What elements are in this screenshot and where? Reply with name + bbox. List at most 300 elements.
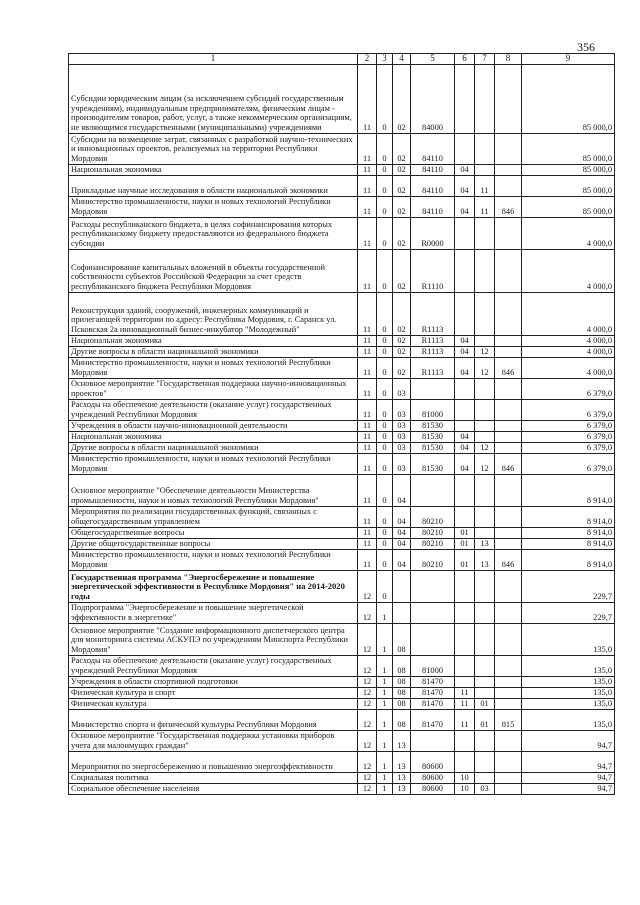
cell-code-7: 12 [475, 346, 495, 357]
cell-code-6: 11 [455, 687, 475, 698]
cell-code-8 [495, 335, 522, 346]
cell-code-7 [475, 431, 495, 442]
row-description: Мероприятия по реализации государственных функций, связанных с общегосударственным управлением [69, 506, 358, 527]
cell-code-2: 11 [358, 133, 377, 164]
row-description: Прикладные научные исследования в области национальной экономики [69, 175, 358, 196]
cell-code-8 [495, 133, 522, 164]
cell-code-3: 1 [377, 655, 393, 676]
cell-code-6 [455, 730, 475, 751]
cell-code-8 [495, 442, 522, 453]
cell-code-8 [495, 378, 522, 399]
cell-code-6 [455, 506, 475, 527]
row-amount: 135,0 [522, 655, 615, 676]
cell-code-5: 81470 [411, 709, 455, 730]
cell-code-6: 04 [455, 164, 475, 175]
cell-code-2: 12 [358, 655, 377, 676]
cell-code-7: 11 [475, 196, 495, 217]
cell-code-5: 84110 [411, 196, 455, 217]
table-row [69, 196, 615, 217]
cell-code-5: R1113 [411, 346, 455, 357]
cell-code-8 [495, 687, 522, 698]
cell-code-6: 01 [455, 538, 475, 549]
cell-code-7 [475, 399, 495, 420]
cell-code-7: 12 [475, 357, 495, 378]
table-row [69, 249, 615, 292]
cell-code-2: 12 [358, 709, 377, 730]
row-amount: 94,7 [522, 751, 615, 772]
cell-code-3: 0 [377, 164, 393, 175]
cell-code-2: 11 [358, 196, 377, 217]
cell-code-4: 13 [393, 772, 411, 783]
cell-code-8 [495, 783, 522, 794]
cell-code-6 [455, 751, 475, 772]
cell-code-8 [495, 676, 522, 687]
cell-code-2: 11 [358, 292, 377, 335]
cell-code-2: 11 [358, 346, 377, 357]
cell-code-7 [475, 335, 495, 346]
table-row [69, 217, 615, 249]
cell-code-3: 0 [377, 506, 393, 527]
table-row [69, 655, 615, 676]
cell-code-7 [475, 420, 495, 431]
cell-code-6: 04 [455, 335, 475, 346]
row-description: Социальное обеспечение населения [69, 783, 358, 794]
cell-code-2: 11 [358, 506, 377, 527]
cell-code-8 [495, 431, 522, 442]
cell-code-2: 11 [358, 420, 377, 431]
row-amount: 4 000,0 [522, 346, 615, 357]
cell-code-3: 0 [377, 538, 393, 549]
cell-code-6 [455, 570, 475, 602]
cell-code-7 [475, 249, 495, 292]
cell-code-6 [455, 378, 475, 399]
table-row [69, 687, 615, 698]
cell-code-5: R1113 [411, 357, 455, 378]
cell-code-7: 12 [475, 442, 495, 453]
cell-code-4: 02 [393, 217, 411, 249]
cell-code-6 [455, 602, 475, 623]
cell-code-5: 80210 [411, 549, 455, 570]
cell-code-2: 11 [358, 164, 377, 175]
cell-code-2: 11 [358, 249, 377, 292]
cell-code-7 [475, 570, 495, 602]
table-row [69, 549, 615, 570]
table-row [69, 175, 615, 196]
row-description: Основное мероприятие "Обеспечение деятельности Министерства промышленности, науки и новых технологий Республики Мордовия" [69, 474, 358, 506]
row-amount: 135,0 [522, 687, 615, 698]
table-row [69, 357, 615, 378]
table-row [69, 346, 615, 357]
cell-code-4: 08 [393, 655, 411, 676]
table-row [69, 730, 615, 751]
row-amount: 8 914,0 [522, 506, 615, 527]
cell-code-5: 81470 [411, 687, 455, 698]
cell-code-6 [455, 655, 475, 676]
row-description: Социальная политика [69, 772, 358, 783]
cell-code-7 [475, 378, 495, 399]
cell-code-4: 02 [393, 346, 411, 357]
cell-code-5: 80210 [411, 538, 455, 549]
cell-code-5: 80210 [411, 506, 455, 527]
cell-code-5: 81530 [411, 453, 455, 474]
cell-code-3: 0 [377, 196, 393, 217]
cell-code-5: R1113 [411, 292, 455, 335]
table-row [69, 133, 615, 164]
row-amount: 135,0 [522, 709, 615, 730]
cell-code-2: 11 [358, 453, 377, 474]
cell-code-4: 08 [393, 709, 411, 730]
table-row [69, 709, 615, 730]
row-amount: 8 914,0 [522, 538, 615, 549]
cell-code-5: 80210 [411, 527, 455, 538]
cell-code-8 [495, 164, 522, 175]
cell-code-4: 03 [393, 442, 411, 453]
row-description: Учреждения в области спортивной подготовки [69, 676, 358, 687]
cell-code-6 [455, 64, 475, 133]
cell-code-2: 11 [358, 399, 377, 420]
table-row [69, 570, 615, 602]
row-description: Министерство промышленности, науки и новых технологий Республики Мордовия [69, 549, 358, 570]
cell-code-5 [411, 623, 455, 655]
cell-code-3: 0 [377, 64, 393, 133]
row-amount: 6 379,0 [522, 399, 615, 420]
row-description: Субсидии на возмещение затрат, связанных с разработкой научно-технических и инновационных проектов, реализуемых на территории Республики Мордовия [69, 133, 358, 164]
table-row [69, 506, 615, 527]
cell-code-3: 0 [377, 549, 393, 570]
cell-code-8: 815 [495, 709, 522, 730]
cell-code-2: 12 [358, 570, 377, 602]
cell-code-6 [455, 676, 475, 687]
cell-code-2: 11 [358, 474, 377, 506]
cell-code-3: 1 [377, 783, 393, 794]
cell-code-3: 0 [377, 357, 393, 378]
cell-code-6: 11 [455, 698, 475, 709]
cell-code-6: 01 [455, 549, 475, 570]
cell-code-5: 81530 [411, 431, 455, 442]
cell-code-8 [495, 506, 522, 527]
cell-code-7 [475, 676, 495, 687]
row-amount: 135,0 [522, 676, 615, 687]
row-amount: 85 000,0 [522, 175, 615, 196]
cell-code-4: 03 [393, 453, 411, 474]
cell-code-4 [393, 570, 411, 602]
table-row [69, 474, 615, 506]
header-cell: 7 [475, 54, 495, 65]
cell-code-6: 04 [455, 196, 475, 217]
row-amount: 229,7 [522, 602, 615, 623]
cell-code-3: 0 [377, 217, 393, 249]
cell-code-4: 02 [393, 164, 411, 175]
cell-code-3: 1 [377, 709, 393, 730]
cell-code-8 [495, 217, 522, 249]
cell-code-7 [475, 655, 495, 676]
cell-code-2: 12 [358, 687, 377, 698]
table-row [69, 164, 615, 175]
cell-code-7 [475, 64, 495, 133]
cell-code-6: 04 [455, 453, 475, 474]
cell-code-7: 11 [475, 175, 495, 196]
table-row [69, 783, 615, 794]
cell-code-6 [455, 249, 475, 292]
cell-code-4: 02 [393, 64, 411, 133]
row-description: Расходы на обеспечение деятельности (оказание услуг) государственных учреждений Республики Мордовия [69, 399, 358, 420]
cell-code-8 [495, 399, 522, 420]
table-row [69, 420, 615, 431]
cell-code-2: 12 [358, 676, 377, 687]
table-row [69, 335, 615, 346]
cell-code-5: 81530 [411, 420, 455, 431]
cell-code-4: 02 [393, 196, 411, 217]
cell-code-5: 84110 [411, 175, 455, 196]
cell-code-8: 846 [495, 453, 522, 474]
cell-code-3: 0 [377, 292, 393, 335]
cell-code-7 [475, 133, 495, 164]
cell-code-8 [495, 698, 522, 709]
header-cell: 3 [377, 54, 393, 65]
cell-code-8: 846 [495, 357, 522, 378]
cell-code-7: 13 [475, 538, 495, 549]
cell-code-5: 81000 [411, 399, 455, 420]
cell-code-3: 0 [377, 474, 393, 506]
cell-code-8 [495, 655, 522, 676]
cell-code-6 [455, 474, 475, 506]
budget-table [68, 53, 615, 795]
cell-code-4: 04 [393, 474, 411, 506]
cell-code-4: 04 [393, 538, 411, 549]
cell-code-4: 08 [393, 687, 411, 698]
cell-code-3: 0 [377, 442, 393, 453]
cell-code-6 [455, 420, 475, 431]
header-cell: 1 [69, 54, 358, 65]
cell-code-7 [475, 474, 495, 506]
row-description: Основное мероприятие "Государственная поддержка научно-инновационных проектов" [69, 378, 358, 399]
cell-code-4: 03 [393, 399, 411, 420]
row-amount: 4 000,0 [522, 292, 615, 335]
cell-code-3: 0 [377, 378, 393, 399]
row-description: Субсидии юридическим лицам (за исключением субсидий государственным учреждениям), индивидуальным предпринимателям, физическим лицам - производителям товаров, работ, услуг, а также некоммерческим организациям, не являющимся государственными (муниципальными) учреждениями [69, 64, 358, 133]
cell-code-7: 03 [475, 783, 495, 794]
row-description: Министерство спорта и физической культуры Республики Мордовия [69, 709, 358, 730]
row-description: Подпрограмма "Энергосбережение и повышение энергетической эффективности в энергетике" [69, 602, 358, 623]
cell-code-6: 04 [455, 431, 475, 442]
cell-code-7: 01 [475, 709, 495, 730]
header-cell: 8 [495, 54, 522, 65]
row-amount: 6 379,0 [522, 442, 615, 453]
row-amount: 135,0 [522, 623, 615, 655]
cell-code-8 [495, 751, 522, 772]
cell-code-8 [495, 538, 522, 549]
cell-code-4: 04 [393, 506, 411, 527]
cell-code-2: 11 [358, 357, 377, 378]
cell-code-4: 04 [393, 549, 411, 570]
row-amount: 85 000,0 [522, 133, 615, 164]
cell-code-5: 81000 [411, 655, 455, 676]
cell-code-4: 02 [393, 175, 411, 196]
cell-code-3: 1 [377, 602, 393, 623]
table-row [69, 527, 615, 538]
cell-code-5: 81470 [411, 698, 455, 709]
table-row [69, 292, 615, 335]
cell-code-3: 0 [377, 249, 393, 292]
cell-code-4: 04 [393, 527, 411, 538]
cell-code-6: 01 [455, 527, 475, 538]
row-amount: 4 000,0 [522, 335, 615, 346]
cell-code-4: 08 [393, 623, 411, 655]
cell-code-4: 08 [393, 676, 411, 687]
row-description: Государственная программа "Энергосбережение и повышение энергетической эффективности в Республике Мордовия" на 2014-2020 годы [69, 570, 358, 602]
row-description: Министерство промышленности, науки и новых технологий Республики Мордовия [69, 453, 358, 474]
cell-code-4: 13 [393, 730, 411, 751]
header-cell: 6 [455, 54, 475, 65]
cell-code-7 [475, 527, 495, 538]
cell-code-5: 84110 [411, 133, 455, 164]
cell-code-2: 12 [358, 730, 377, 751]
table-row [69, 602, 615, 623]
cell-code-6: 04 [455, 442, 475, 453]
cell-code-3: 1 [377, 772, 393, 783]
cell-code-3: 0 [377, 399, 393, 420]
cell-code-8 [495, 64, 522, 133]
cell-code-5: R1110 [411, 249, 455, 292]
cell-code-3: 0 [377, 346, 393, 357]
cell-code-4 [393, 602, 411, 623]
row-amount: 8 914,0 [522, 474, 615, 506]
cell-code-3: 1 [377, 730, 393, 751]
row-description: Общегосударственные вопросы [69, 527, 358, 538]
row-description: Министерство промышленности, науки и новых технологий Республики Мордовия [69, 357, 358, 378]
cell-code-4: 02 [393, 133, 411, 164]
table-row [69, 399, 615, 420]
row-description: Другие вопросы в области национальной экономики [69, 442, 358, 453]
cell-code-8 [495, 570, 522, 602]
header-row [69, 54, 615, 65]
table-row [69, 442, 615, 453]
cell-code-4: 02 [393, 249, 411, 292]
cell-code-8 [495, 249, 522, 292]
cell-code-5: 80600 [411, 783, 455, 794]
cell-code-7 [475, 292, 495, 335]
cell-code-6: 04 [455, 357, 475, 378]
row-amount: 94,7 [522, 783, 615, 794]
row-amount: 229,7 [522, 570, 615, 602]
cell-code-4: 03 [393, 420, 411, 431]
cell-code-3: 1 [377, 623, 393, 655]
row-amount: 94,7 [522, 772, 615, 783]
cell-code-6: 04 [455, 346, 475, 357]
cell-code-8 [495, 730, 522, 751]
table-row [69, 431, 615, 442]
table-row [69, 623, 615, 655]
cell-code-5: 81530 [411, 442, 455, 453]
row-amount: 135,0 [522, 698, 615, 709]
table-row [69, 751, 615, 772]
cell-code-4: 02 [393, 292, 411, 335]
cell-code-4: 08 [393, 698, 411, 709]
cell-code-5 [411, 570, 455, 602]
row-description: Национальная экономика [69, 431, 358, 442]
cell-code-5 [411, 602, 455, 623]
cell-code-3: 0 [377, 335, 393, 346]
cell-code-8 [495, 346, 522, 357]
cell-code-2: 11 [358, 335, 377, 346]
row-amount: 4 000,0 [522, 249, 615, 292]
cell-code-2: 11 [358, 442, 377, 453]
cell-code-8 [495, 474, 522, 506]
cell-code-5: 81470 [411, 676, 455, 687]
cell-code-2: 12 [358, 783, 377, 794]
row-amount: 6 379,0 [522, 431, 615, 442]
cell-code-2: 12 [358, 623, 377, 655]
cell-code-7 [475, 623, 495, 655]
cell-code-8 [495, 292, 522, 335]
row-description: Расходы республиканского бюджета, в целях софинансирования которых республиканскому бюджету предоставляются из федерального бюджета субсидии [69, 217, 358, 249]
cell-code-2: 11 [358, 217, 377, 249]
cell-code-4: 13 [393, 751, 411, 772]
cell-code-4: 13 [393, 783, 411, 794]
cell-code-8 [495, 175, 522, 196]
cell-code-3: 1 [377, 698, 393, 709]
cell-code-3: 0 [377, 175, 393, 196]
header-cell: 2 [358, 54, 377, 65]
cell-code-6: 10 [455, 783, 475, 794]
cell-code-7 [475, 772, 495, 783]
cell-code-3: 0 [377, 570, 393, 602]
cell-code-2: 11 [358, 538, 377, 549]
cell-code-6 [455, 399, 475, 420]
row-amount: 8 914,0 [522, 549, 615, 570]
cell-code-4: 02 [393, 335, 411, 346]
row-amount: 85 000,0 [522, 196, 615, 217]
row-description: Софинансирование капитальных вложений в объекты государственной собственности субъектов Российской Федерации за счет средств республиканского бюджета Республики Мордовия [69, 249, 358, 292]
row-amount: 6 379,0 [522, 378, 615, 399]
cell-code-8 [495, 602, 522, 623]
cell-code-3: 0 [377, 527, 393, 538]
table-body [69, 64, 615, 794]
cell-code-2: 12 [358, 751, 377, 772]
cell-code-2: 11 [358, 527, 377, 538]
row-description: Реконструкция зданий, сооружений, инженерных коммуникаций и прилегающей территории по адресу: Республика Мордовия, г. Саранск ул. Псковская 2а инновационный бизнес-инкубатор "Молодежный" [69, 292, 358, 335]
cell-code-5: 80600 [411, 772, 455, 783]
table-row [69, 772, 615, 783]
cell-code-2: 12 [358, 698, 377, 709]
cell-code-7 [475, 217, 495, 249]
cell-code-7: 13 [475, 549, 495, 570]
cell-code-6: 11 [455, 709, 475, 730]
cell-code-2: 11 [358, 549, 377, 570]
header-cell: 4 [393, 54, 411, 65]
cell-code-5: 84110 [411, 164, 455, 175]
cell-code-8: 846 [495, 549, 522, 570]
cell-code-5: R0000 [411, 217, 455, 249]
cell-code-4: 03 [393, 378, 411, 399]
cell-code-2: 11 [358, 64, 377, 133]
cell-code-2: 12 [358, 772, 377, 783]
row-description: Национальная экономика [69, 164, 358, 175]
cell-code-5 [411, 474, 455, 506]
cell-code-7 [475, 687, 495, 698]
row-amount: 6 379,0 [522, 453, 615, 474]
table-row [69, 698, 615, 709]
row-description: Основное мероприятие "Государственная поддержка установки приборов учета для малоимущих граждан" [69, 730, 358, 751]
row-amount: 94,7 [522, 730, 615, 751]
row-description: Национальная экономика [69, 335, 358, 346]
cell-code-5: 84000 [411, 64, 455, 133]
cell-code-7 [475, 164, 495, 175]
cell-code-6 [455, 292, 475, 335]
cell-code-3: 0 [377, 133, 393, 164]
header-cell: 9 [522, 54, 615, 65]
cell-code-7 [475, 506, 495, 527]
